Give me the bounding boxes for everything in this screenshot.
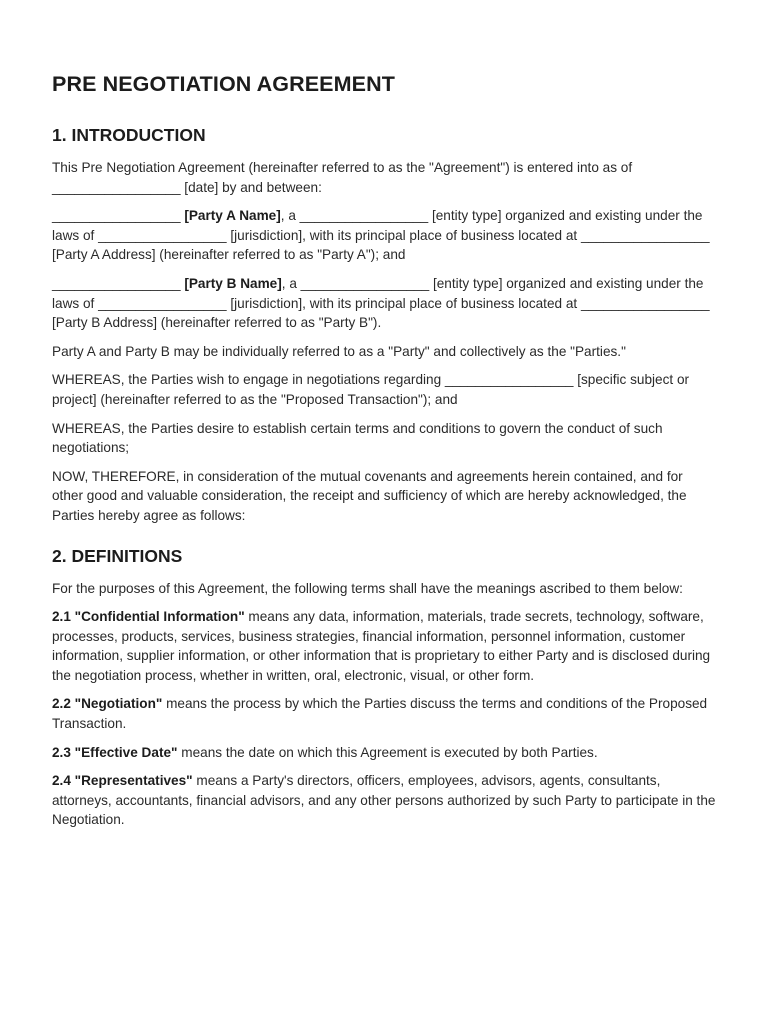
definition-text: means any data, information, materials, trade secrets, technology, software, processes, products, services, business strategies, financial information, personnel information, customer information, supplier information, or other information that is proprietary to either Party and is disclosed during the negotiation process, whether in written, oral, electronic, visual, or other form.	[52, 609, 711, 683]
definition-text: means a Party's directors, officers, employees, advisors, agents, consultants, attorneys, accountants, financial advisors, and any other persons authorized by such Party to participate in the Negotiation.	[52, 773, 716, 828]
definition-term: 2.2 "Negotiation"	[52, 696, 163, 712]
definition-text: means the process by which the Parties discuss the terms and conditions of the Proposed Transaction.	[52, 696, 708, 732]
party-a-blank: _________________	[52, 208, 181, 224]
party-b-blank: _________________	[52, 275, 181, 291]
definition-term: 2.4 "Representatives"	[52, 773, 193, 789]
definitions-intro: For the purposes of this Agreement, the following terms shall have the meanings ascribed to them below:	[52, 580, 683, 596]
definition-effective-date	[52, 743, 716, 763]
now-therefore-paragraph: NOW, THEREFORE, in consideration of the mutual covenants and agreements herein contained, and for other good and valuable consideration, the receipt and sufficiency of which are hereby acknowledged, the Parties hereby agree as follows:	[52, 468, 687, 523]
whereas-paragraph-2: WHEREAS, the Parties desire to establish certain terms and conditions to govern the conduct of such negotiations;	[52, 420, 663, 456]
definition-representatives	[52, 771, 716, 830]
party-b-details: , a _________________ [entity type] organized and existing under the laws of _________________ [jurisdiction], with its principal place of business located at _________________ [Party B Address] (hereinafter referred to as "Party B").	[52, 275, 710, 331]
definition-term: 2.1 "Confidential Information"	[52, 609, 245, 625]
definition-confidential-information	[52, 607, 716, 685]
section-introduction	[52, 125, 716, 526]
section-heading-definitions: 2. DEFINITIONS	[52, 545, 183, 566]
definition-text: means the date on which this Agreement is executed by both Parties.	[177, 744, 598, 760]
collective-paragraph: Party A and Party B may be individually referred to as a "Party" and collectively as the "Parties."	[52, 343, 626, 359]
party-a-paragraph	[52, 206, 716, 265]
definition-negotiation	[52, 694, 716, 733]
party-b-paragraph	[52, 274, 716, 333]
whereas-paragraph-1: WHEREAS, the Parties wish to engage in negotiations regarding _________________ [specific subject or project] (hereinafter referred to as the "Proposed Transaction"); and	[52, 372, 690, 407]
party-b-name: [Party B Name]	[184, 275, 282, 291]
section-heading-introduction: 1. INTRODUCTION	[52, 125, 206, 145]
document-title: PRE NEGOTIATION AGREEMENT	[52, 72, 395, 96]
definition-term: 2.3 "Effective Date"	[52, 744, 178, 760]
party-a-name: [Party A Name]	[184, 208, 281, 224]
party-a-details: , a _________________ [entity type] organized and existing under the laws of _________________ [jurisdiction], with its principal place of business located at _________________ [Party A Address] (hereinafter referred to as "Party A"); and	[52, 208, 710, 263]
intro-paragraph: This Pre Negotiation Agreement (hereinafter referred to as the "Agreement") is entered into as of _________________ [date] by and between:	[52, 160, 633, 195]
section-definitions	[52, 546, 716, 831]
